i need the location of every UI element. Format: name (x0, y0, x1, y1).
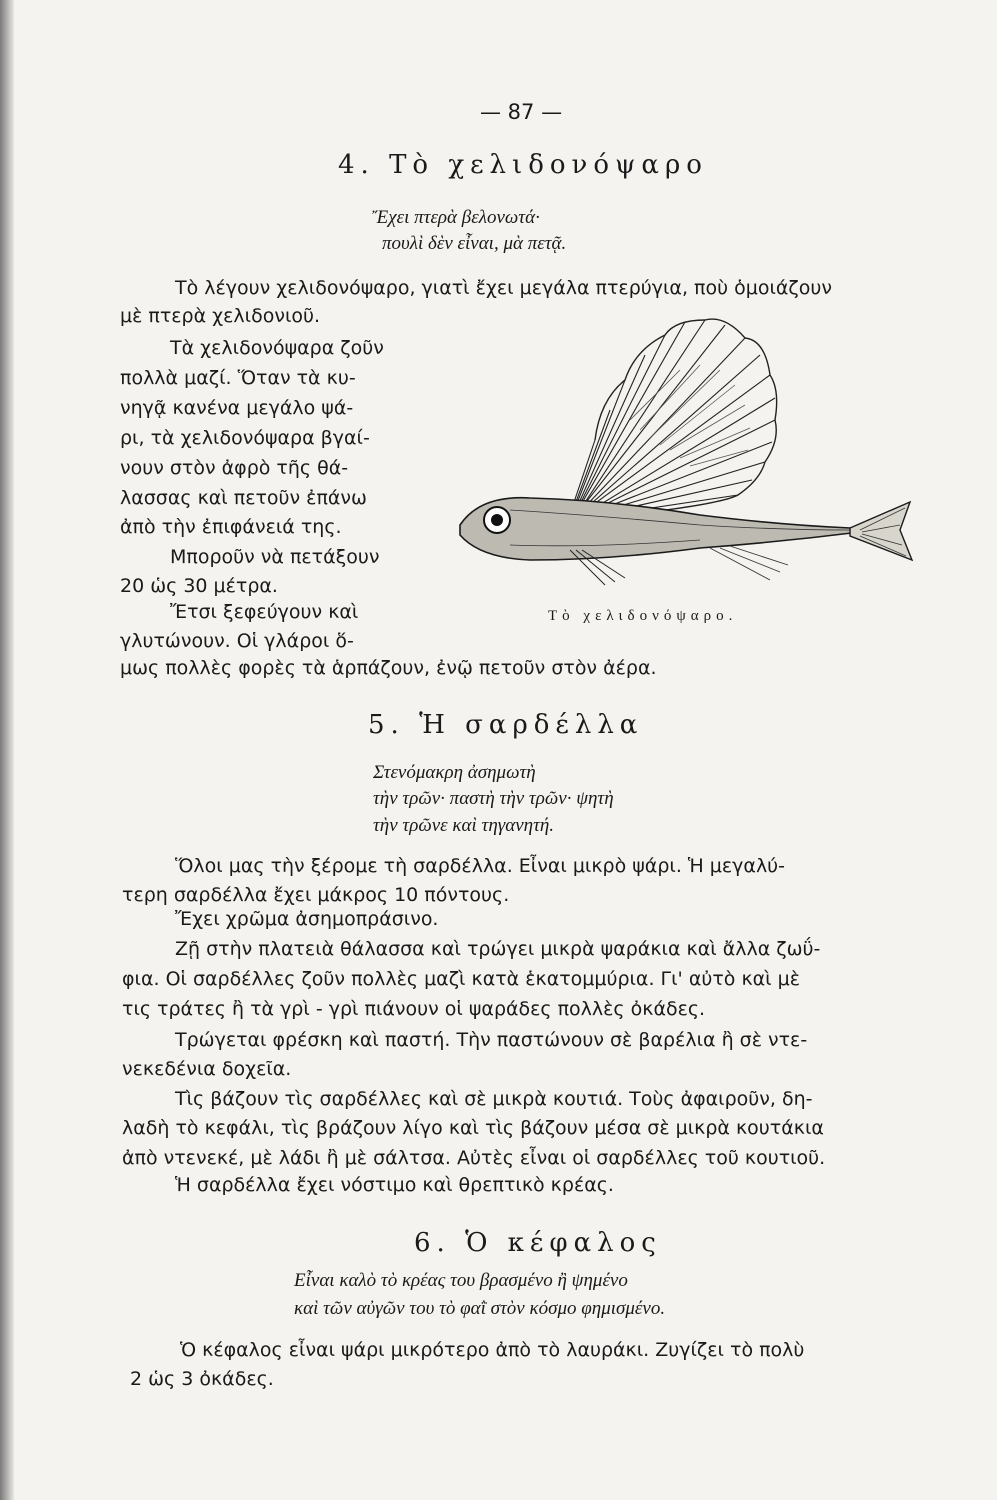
page-binding-shadow (0, 0, 14, 1500)
paragraph-line: λαδὴ τὸ κεφάλι, τὶς βράζουν λίγο καὶ τὶς βάζουν μέσα σὲ μικρὰ κουτάκια (122, 1117, 824, 1139)
paragraph-line: μως πολλὲς φορὲς τὰ ἁρπάζουν, ἐνῷ πετοῦν στὸν ἀέρα. (120, 657, 657, 679)
paragraph-line: Ὁ κέφαλος εἶναι ψάρι μικρότερο ἀπὸ τὸ λαυράκι. Ζυγίζει τὸ πολὺ (180, 1339, 805, 1361)
flying-fish-illustration (450, 310, 920, 610)
section-5-verse-line: Στενόμακρη ἀσημωτὴ (373, 762, 536, 783)
section-5-heading: 5. Ἡ σαρδέλλα (368, 710, 644, 740)
section-4-verse-line: πουλὶ δὲν εἶναι, μὰ πετᾷ. (382, 233, 567, 254)
section-4-verse-line: Ἔχει πτερὰ βελονωτά· (372, 207, 540, 228)
paragraph-line: Τὸ λέγουν χελιδονόψαρο, γιατὶ ἔχει μεγάλα πτερύγια, ποὺ ὁμοιάζουν (175, 277, 832, 299)
paragraph-line: νηγᾷ κανένα μεγάλο ψά- (120, 397, 354, 419)
figure-caption: Τὸ χελιδονόψαρο. (548, 608, 738, 624)
section-6-verse-line: καὶ τῶν αὐγῶν του τὸ φαῒ στὸν κόσμο φημισμένο. (294, 1298, 666, 1319)
paragraph-line: τις τράτες ἢ τὰ γρὶ - γρὶ πιάνουν οἱ ψαράδες πολλὲς ὀκάδες. (122, 998, 706, 1020)
paragraph-line: ρι, τὰ χελιδονόψαρα βγαί- (120, 427, 370, 449)
paragraph-line: Ζῇ στὴν πλατειὰ θάλασσα καὶ τρώγει μικρὰ ψαράκια καὶ ἄλλα ζωΰ- (175, 938, 821, 960)
paragraph-line: γλυτώνουν. Οἱ γλάροι ὅ- (120, 630, 354, 652)
paragraph-line: τερη σαρδέλλα ἔχει μάκρος 10 πόντους. (122, 884, 510, 906)
page-number: — 87 — (480, 100, 563, 124)
paragraph-line: φια. Οἱ σαρδέλλες ζοῦν πολλὲς μαζὶ κατὰ ἑκατομμύρια. Γι' αὐτὸ καὶ μὲ (122, 968, 800, 990)
section-5-verse-line: τὴν τρῶν· παστὴ τὴν τρῶν· ψητὴ (373, 788, 614, 809)
paragraph-line: Τὰ χελιδονόψαρα ζοῦν (170, 337, 384, 359)
paragraph-line: 20 ὡς 30 μέτρα. (120, 575, 278, 597)
paragraph-line: Ἔτσι ξεφεύγουν καὶ (170, 601, 359, 623)
paragraph-line: Τρώγεται φρέσκη καὶ παστή. Τὴν παστώνουν σὲ βαρέλια ἢ σὲ ντε- (175, 1029, 808, 1051)
paragraph-line: πολλὰ μαζί. Ὅταν τὰ κυ- (120, 367, 356, 389)
paragraph-line: ἀπὸ ντενεκέ, μὲ λάδι ἢ μὲ σάλτσα. Αὐτὲς εἶναι οἱ σαρδέλλες τοῦ κουτιοῦ. (122, 1147, 826, 1169)
section-6-verse-line: Εἶναι καλὸ τὸ κρέας του βρασμένο ἢ ψημένο (294, 1270, 628, 1291)
paragraph-line: Μποροῦν νὰ πετάξουν (170, 546, 380, 568)
section-5-verse-line: τὴν τρῶνε καὶ τηγανητή. (373, 815, 555, 836)
paragraph-line: λασσας καὶ πετοῦν ἐπάνω (120, 487, 367, 509)
paragraph-line: Ὅλοι μας τὴν ξέρομε τὴ σαρδέλλα. Εἶναι μικρὸ ψάρι. Ἡ μεγαλύ- (175, 855, 786, 877)
fish-tail (850, 502, 912, 560)
paragraph-line: νουν στὸν ἀφρὸ τῆς θά- (120, 457, 349, 479)
paragraph-line: ἀπὸ τὴν ἐπιφάνειά της. (120, 516, 342, 538)
paragraph-line: Τὶς βάζουν τὶς σαρδέλλες καὶ σὲ μικρὰ κουτιά. Τοὺς ἀφαιροῦν, δη- (175, 1088, 813, 1110)
paragraph-line: Ἡ σαρδέλλα ἔχει νόστιμο καὶ θρεπτικὸ κρέας. (175, 1174, 614, 1196)
paragraph-line: Ἔχει χρῶμα ἀσημοπράσινο. (175, 908, 439, 930)
paragraph-line: μὲ πτερὰ χελιδονιοῦ. (120, 305, 321, 327)
paragraph-line: 2 ὡς 3 ὀκάδες. (130, 1368, 274, 1390)
section-6-heading: 6. Ὁ κέφαλος (414, 1228, 662, 1258)
paragraph-line: νεκεδένια δοχεῖα. (122, 1058, 292, 1080)
section-4-heading: 4. Τὸ χελιδονόψαρο (338, 150, 708, 180)
